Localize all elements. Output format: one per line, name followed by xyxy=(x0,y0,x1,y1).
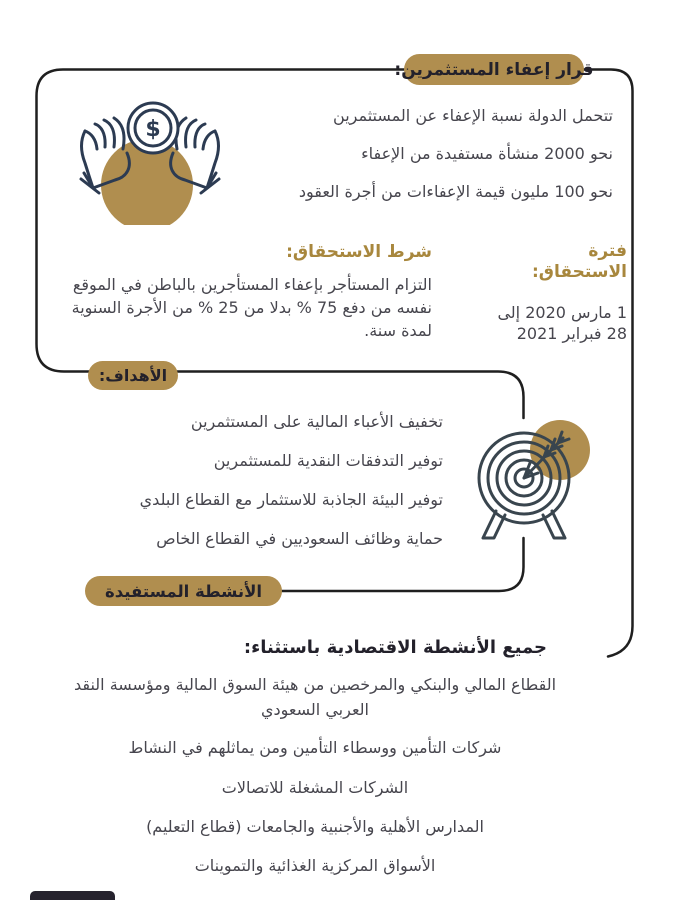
period-heading-line2: الاستحقاق: xyxy=(531,262,627,282)
activity-item: الأسواق المركزية الغذائية والتموينات xyxy=(194,856,436,875)
dollar-symbol: $ xyxy=(145,117,161,142)
activity-item: الشركات المشغلة للاتصالات xyxy=(221,778,409,797)
activity-item: شركات التأمين ووسطاء التأمين ومن يماثلهم في النشاط xyxy=(128,738,502,757)
objective-item: توفير التدفقات النقدية للمستثمرين xyxy=(213,451,443,470)
decision-line: نحو 100 مليون قيمة الإعفاءات من أجرة العقود xyxy=(298,182,613,201)
objective-item: تخفيف الأعباء المالية على المستثمرين xyxy=(190,412,443,431)
objective-item: حماية وظائف السعوديين في القطاع الخاص xyxy=(156,529,443,548)
condition-body: التزام المستأجر بإعفاء المستأجرين بالباطن في الموقع نفسه من دفع 75 % بدلا من 25 % من الأجرة السنوية لمدة سنة. xyxy=(71,275,432,340)
objective-item: توفير البيئة الجاذبة للاستثمار مع القطاع البلدي xyxy=(139,490,443,509)
target-with-arrow-icon xyxy=(450,408,600,548)
activity-item: المدارس الأهلية والأجنبية والجامعات (قطاع التعليم) xyxy=(146,817,484,836)
condition-heading: شرط الاستحقاق: xyxy=(286,242,432,262)
thread-right-edge xyxy=(584,70,633,657)
footer-bar-partial xyxy=(30,891,115,900)
decision-line: نحو 2000 منشأة مستفيدة من الإعفاء xyxy=(361,144,613,163)
period-date-line: 1 مارس 2020 إلى xyxy=(497,303,627,322)
period-heading-line1: فترة xyxy=(588,241,627,261)
objectives-badge xyxy=(88,361,178,390)
objectives-badge-label: الأهداف: xyxy=(98,366,168,385)
activities-badge-label: الأنشطة المستفيدة xyxy=(104,581,263,601)
title-badge xyxy=(394,54,594,85)
activity-item: القطاع المالي والبنكي والمرخصين من هيئة السوق المالية ومؤسسة النقد العربي السعودي xyxy=(73,675,557,719)
hands-holding-dollar-coin-icon xyxy=(75,85,225,225)
activities-heading: جميع الأنشطة الاقتصادية باستثناء: xyxy=(243,637,547,658)
decision-line: تتحمل الدولة نسبة الإعفاء عن المستثمرين xyxy=(333,106,613,125)
title-badge-label: قرار إعفاء المستثمرين: xyxy=(394,59,594,80)
activities-badge xyxy=(85,576,282,606)
period-date-line: 28 فبراير 2021 xyxy=(516,324,627,343)
